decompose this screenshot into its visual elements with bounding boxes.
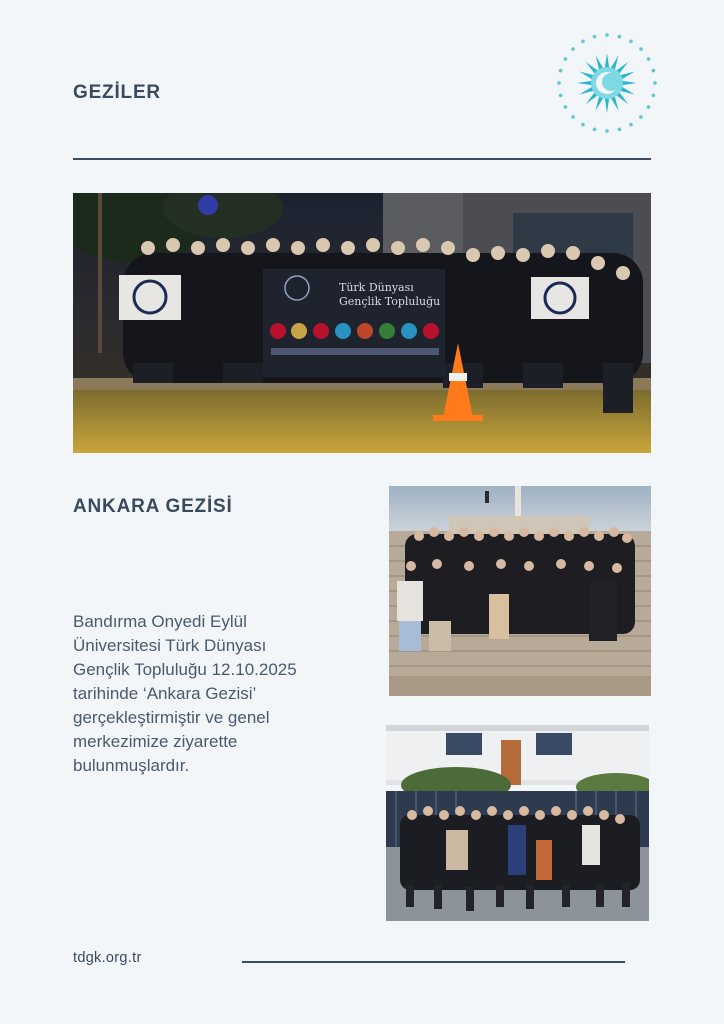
banner-line-2: Gençlik Topluluğu — [339, 295, 441, 308]
night-group-photo — [73, 193, 651, 453]
organization-emblem-icon — [552, 28, 662, 138]
building-group-photo — [386, 725, 649, 921]
header-divider — [73, 158, 651, 160]
section-title: GEZİLER — [73, 82, 161, 103]
trip-title: ANKARA GEZİSİ — [73, 496, 233, 517]
banner-line-1: Türk Dünyası — [339, 281, 414, 294]
stairs-group-photo — [389, 486, 651, 696]
trip-description: Bandırma Onyedi Eylül Üniversitesi Türk Dünyası Gençlik Topluluğu 12.10.2025 tarihinde ‘Ankara Gezisi’ gerçekleştirmiştir ve genel merkezimize ziyarette bulunmuşlardır. — [73, 612, 297, 775]
footer-divider — [242, 961, 625, 963]
footer-website: tdgk.org.tr — [73, 950, 142, 966]
